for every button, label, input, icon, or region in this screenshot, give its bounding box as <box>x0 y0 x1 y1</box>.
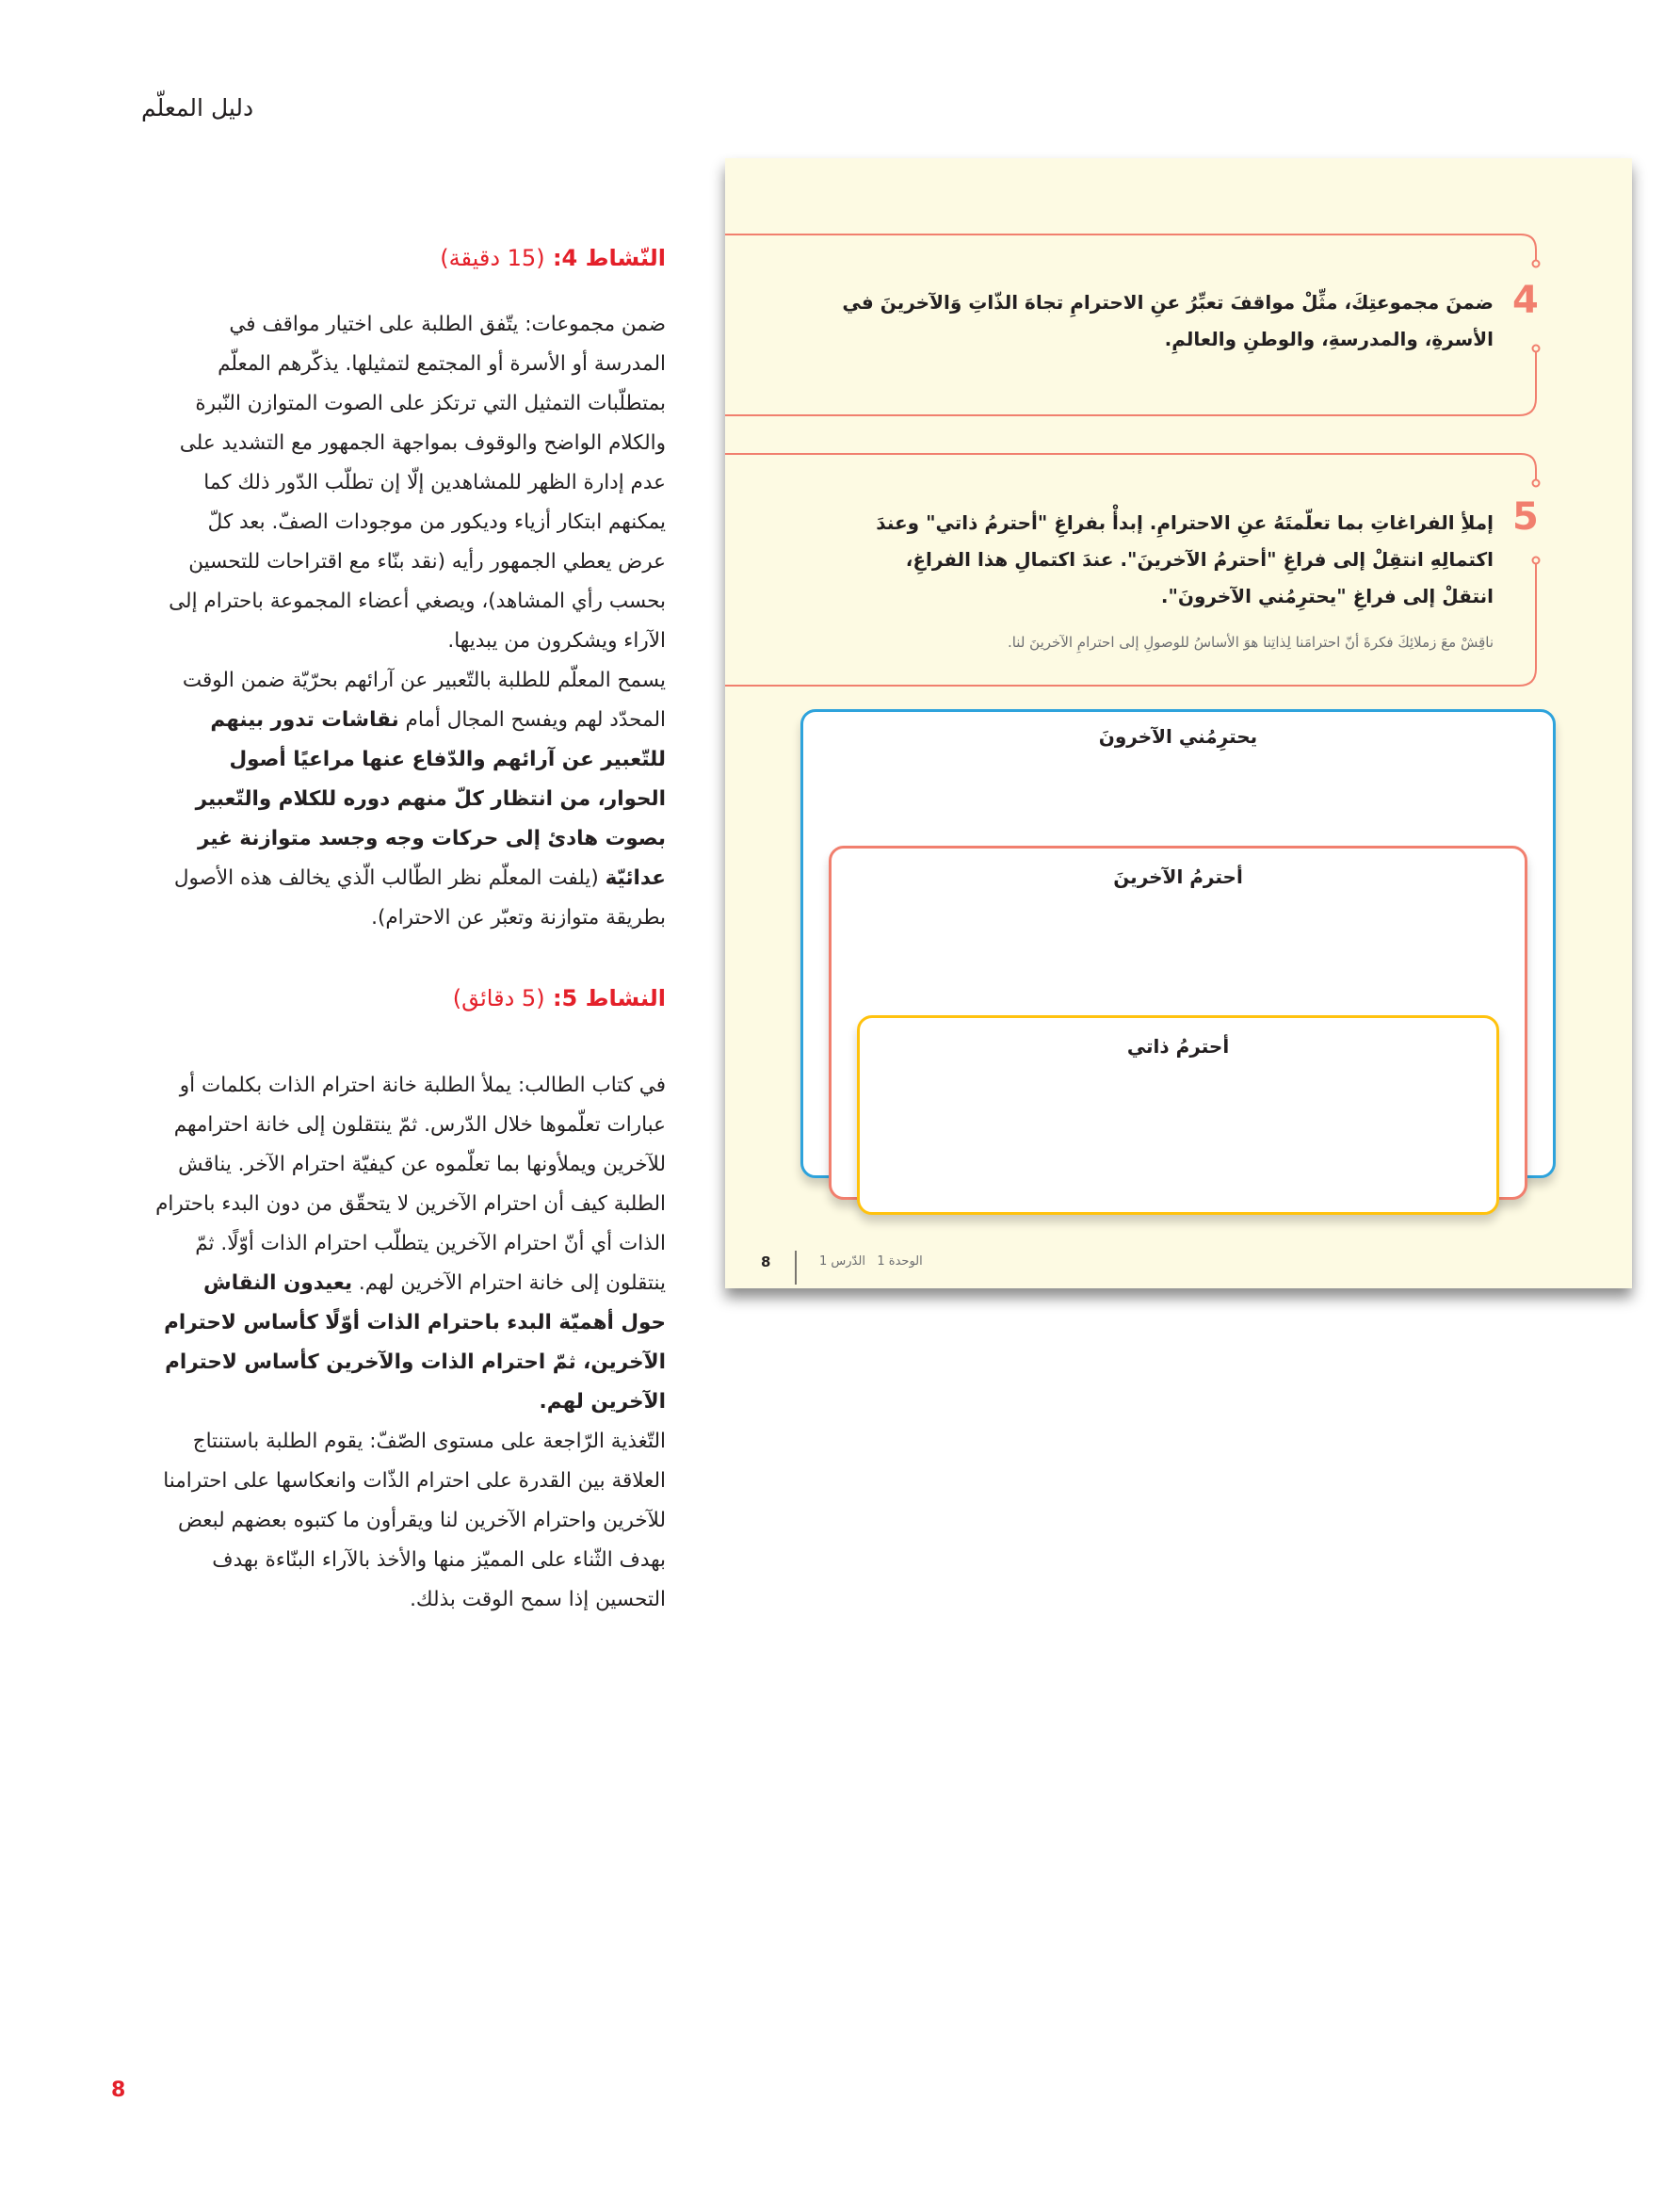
q4-number: 4 <box>1512 279 1539 322</box>
footer-unit-lesson <box>819 1254 923 1269</box>
emphasis: نقاشات تدور بينهم للتّعبير عن آرائهم والدّفاع عنها مراعيًا أصول الحوار، من انتظار كلّ منهم دوره للكلام والتّعبير بصوت هادئ إلى حركات وجه وجسد متوازنة غير عدائيّة <box>195 708 666 890</box>
q4-text: ضمنَ مجموعتِكَ، مثِّلْ مواقفَ تعبِّرُ عنِ الاحترامِ تجاهَ الذّاتِ وَالآخرينَ في الأسرةِ، والمدرسةِ، والوطنِ والعالمِ. <box>842 291 1494 350</box>
activity-4-duration: (15 دقيقة) <box>440 245 545 271</box>
q5-text: إملأِ الفراغاتِ بما تعلّمتَهُ عنِ الاحترامِ. إبدأْ بفراغِ "أحترمُ ذاتي" وعندَ اكتمالِهِ انتقِلْ إلى فراغِ "أحترمُ الآخرينَ". عندَ اكتمالِ هذا الفراغِ، انتقلْ إلى فراغِ "يحترِمُني الآخرونَ". <box>876 511 1494 607</box>
activity-5-title: النشاط 5: <box>552 985 666 1011</box>
activity-4-heading <box>155 245 666 271</box>
student-book-page <box>725 158 1632 1288</box>
q5-frame-dot <box>1533 558 1540 564</box>
footer-divider <box>795 1251 797 1285</box>
text: يسمح المعلّم للطلبة بالتّعبير عن آرائهم بحرّيّة ضمن الوقت المحدّد لهم ويفسح المجال أمام <box>182 669 666 732</box>
box-label: أحترمُ الآخرينَ <box>1113 865 1243 888</box>
activity-4-body <box>155 305 666 938</box>
activity-5-body <box>155 1066 666 1620</box>
guide-title: دليل المعلّم <box>141 94 254 121</box>
emphasis: يعيدون النقاش حول أهميّة البدء باحترام الذات أوّلًا كأساس لاحترام الآخرين، ثمّ احترام الذات والآخرين كأساس لاحترام الآخرين لهم. <box>164 1271 666 1414</box>
box-label: يحترِمُني الآخرونَ <box>1098 725 1258 748</box>
text: في كتاب الطالب: يملأ الطلبة خانة احترام الذات بكلمات أو عبارات تعلّموها خلال الدّرس. ثمّ ينتقلون إلى خانة احترامهم للآخرين ويملأونها بما تعلّموه عن كيفيّة احترام الآخر. يناقش الطلبة كيف أن احترام الآخرين لا يتحقّق من دون البدء باحترام الذات أي أنّ احترام الآخرين يتطلّب احترام الذات أوّلًا. ثمّ ينتقلون إلى خانة احترام الآخرين لهم. <box>155 1074 666 1295</box>
page-number: 8 <box>111 2078 126 2102</box>
q4-frame-dot <box>1533 346 1540 352</box>
activity-5-duration: (5 دقائق) <box>452 985 545 1011</box>
text: (يلفت المعلّم نظر الطّالب الّذي يخالف هذه الأصول بطريقة متوازنة وتعبّر عن الاحترام). <box>173 866 666 930</box>
box-self-respect[interactable] <box>857 1015 1499 1215</box>
activity-5-paragraph-2: التّغذية الرّاجعة على مستوى الصّفّ: يقوم الطلبة باستنتاج العلاقة بين القدرة على احترام الذّات وانعكاسها على احترامنا للآخرين واحترام الآخرين لنا ويقرأون ما كتبوه بعضهم لبعض بهدف الثّناء على المميّز منها والأخذ بالآراء البنّاءة بهدف التحسين إذا سمح الوقت بذلك. <box>163 1430 666 1611</box>
q5-note: ناقِشْ معَ زملائِكَ فكرةَ أنّ احترامَنا لِذاتِنا هوَ الأساسُ للوصولِ إلى احترامِ الآخرينَ لنا. <box>1007 634 1494 651</box>
activity-5-heading <box>155 985 666 1011</box>
q4-frame-bottom <box>725 352 1536 415</box>
activity-4-title: النّشاط 4: <box>552 245 666 271</box>
q5-frame-top <box>725 454 1536 479</box>
q4-frame-top <box>725 234 1536 260</box>
student-page-number: 8 <box>761 1253 771 1270</box>
q5-number: 5 <box>1512 495 1539 539</box>
box-label: أحترمُ ذاتي <box>1126 1035 1230 1058</box>
q4-frame-dot <box>1533 261 1540 267</box>
activity-5-paragraph-1 <box>155 1066 666 1422</box>
activity-4-paragraph-2 <box>155 661 666 938</box>
activity-4-paragraph-1: ضمن مجموعات: يتّفق الطلبة على اختيار مواقف في المدرسة أو الأسرة أو المجتمع لتمثيلها. يذكّرهم المعلّم بمتطلّبات التمثيل التي ترتكز على الصوت المتوازن النّبرة والكلام الواضح والوقوف بمواجهة الجمهور مع التشديد على عدم إدارة الظهر للمشاهدين إلّا إن تطلّب الدّور ذلك كما يمكنهم ابتكار أزياء وديكور من موجودات الصفّ. بعد كلّ عرض يعطي الجمهور رأيه (نقد بنّاء مع اقتراحات للتحسين بحسب رأي المشاهد)، ويصغي أعضاء المجموعة باحترام إلى الآراء ويشكرون من يبديها. <box>169 313 666 653</box>
footer-lesson: الدّرس 1 <box>819 1254 865 1269</box>
footer-unit: الوحدة 1 <box>877 1254 923 1269</box>
q5-frame-dot <box>1533 480 1540 487</box>
